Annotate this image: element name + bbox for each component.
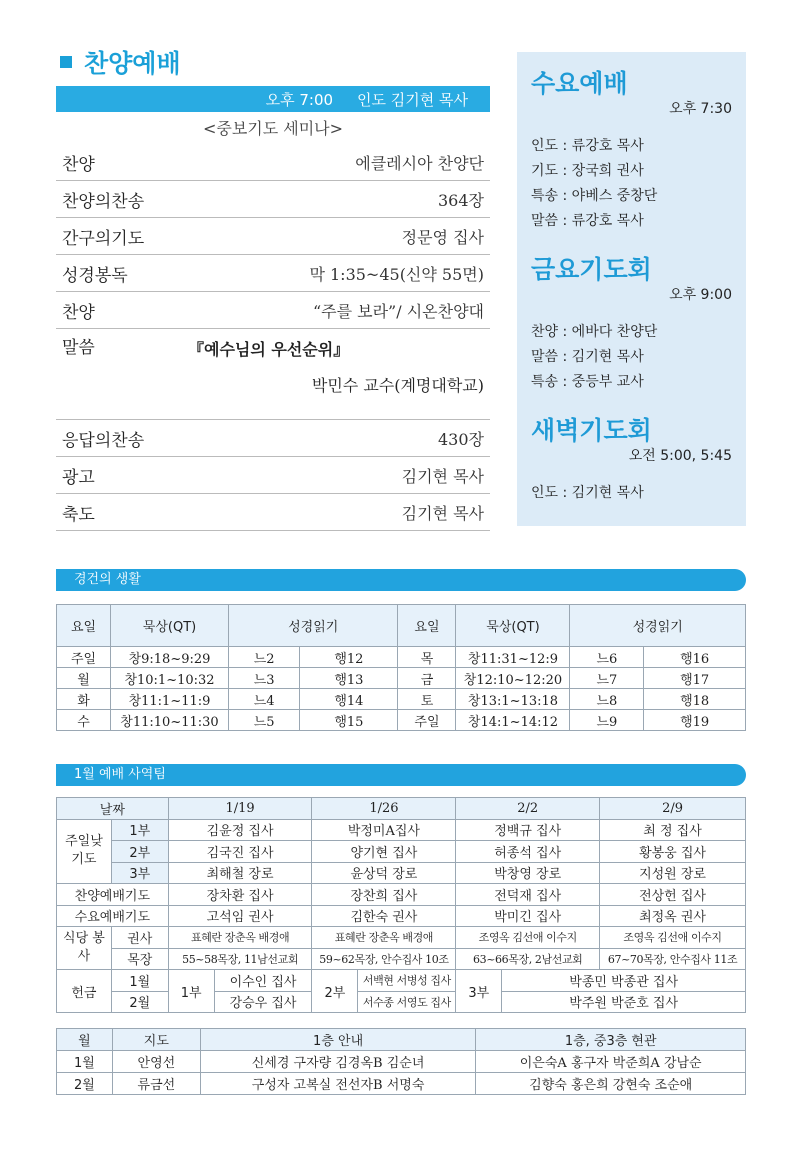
cell: 행12 xyxy=(300,647,398,668)
cell: 주일 xyxy=(398,710,456,731)
order-label: 찬양 xyxy=(62,154,95,175)
order-label: 응답의찬송 xyxy=(62,430,145,451)
cell: 행13 xyxy=(300,668,398,689)
cell: 박창영 장로 xyxy=(456,862,600,884)
table-row xyxy=(57,905,746,927)
sermon-row xyxy=(56,329,490,420)
cell: 김향숙 홍은희 강현숙 조순애 xyxy=(476,1073,746,1095)
column-header: 요일 xyxy=(398,605,456,647)
cell: 창11:10~11:30 xyxy=(111,710,229,731)
table-row xyxy=(57,819,746,841)
dawn-prayer-line: 인도 : 김기현 목사 xyxy=(531,485,644,501)
dawn-prayer-time: 오전 5:00, 5:45 xyxy=(628,448,732,464)
part-label: 목장 xyxy=(111,948,168,970)
cell: 2월 xyxy=(57,1073,113,1095)
worship-time-bar xyxy=(56,86,490,112)
cell: 수 xyxy=(57,710,111,731)
cell: 최정옥 권사 xyxy=(600,905,746,927)
cell: 화 xyxy=(57,689,111,710)
column-header: 월 xyxy=(57,1029,113,1051)
order-row xyxy=(56,420,490,457)
cell: 최해철 장로 xyxy=(168,862,312,884)
cell: 고석임 권사 xyxy=(168,905,312,927)
sermon-speaker: 박민수 교수(계명대학교) xyxy=(311,376,484,395)
cell: 박정미A집사 xyxy=(312,819,456,841)
cell: 창11:31~12:9 xyxy=(456,647,570,668)
column-header: 성경읽기 xyxy=(570,605,746,647)
cell: 주일 xyxy=(57,647,111,668)
guide-table xyxy=(56,1028,746,1095)
column-header: 1층 안내 xyxy=(200,1029,476,1051)
cell: 느4 xyxy=(229,689,300,710)
cell: 월 xyxy=(57,668,111,689)
worship-time: 오후 7:00 xyxy=(265,90,334,109)
cell: 느8 xyxy=(570,689,644,710)
cell: 류금선 xyxy=(112,1073,200,1095)
cell: 67~70목장, 안수집사 11조 xyxy=(600,948,746,970)
table-row xyxy=(57,991,746,1013)
worship-title-text: 찬양예배 xyxy=(84,49,181,78)
cell: 이수인 집사 xyxy=(214,970,312,992)
worship-leader: 인도 김기현 목사 xyxy=(357,90,468,109)
month-label: 1월 xyxy=(111,970,168,992)
column-header: 성경읽기 xyxy=(229,605,398,647)
square-bullet-icon xyxy=(60,56,72,68)
cell: 장찬희 집사 xyxy=(312,884,456,906)
order-row xyxy=(56,255,490,292)
cell: 행15 xyxy=(300,710,398,731)
devotion-table xyxy=(56,604,746,731)
friday-prayer-time: 오후 9:00 xyxy=(669,287,732,303)
order-row xyxy=(56,181,490,218)
cell: 장차환 집사 xyxy=(168,884,312,906)
cell: 55~58목장, 11남선교회 xyxy=(168,948,312,970)
devotion-section-header: 경건의 생활 xyxy=(56,569,746,591)
month-label: 2월 xyxy=(111,991,168,1013)
order-value: 김기현 목사 xyxy=(401,466,484,486)
table-row xyxy=(57,710,746,731)
order-value: 364장 xyxy=(438,190,484,210)
cell: 행18 xyxy=(644,689,746,710)
wednesday-service-line: 기도 : 장국희 권사 xyxy=(531,163,644,179)
order-row xyxy=(56,292,490,329)
cell: 느5 xyxy=(229,710,300,731)
seminar-label: <중보기도 세미나> xyxy=(202,119,344,138)
cell: 박종민 박종관 집사 xyxy=(502,970,746,992)
order-row xyxy=(56,457,490,494)
cell: 신세경 구자량 김경옥B 김순녀 xyxy=(200,1051,476,1073)
order-value: 김기현 목사 xyxy=(401,503,484,523)
ministry-team-table xyxy=(56,797,746,1013)
wednesday-service-line: 특송 : 야베스 중창단 xyxy=(531,188,658,204)
table-row xyxy=(57,841,746,863)
order-label: 간구의기도 xyxy=(62,228,145,249)
cell: 조영옥 김선애 이수지 xyxy=(456,927,600,949)
part-label: 권사 xyxy=(111,927,168,949)
cell: 김한숙 권사 xyxy=(312,905,456,927)
table-header-row xyxy=(57,1029,746,1051)
cell: 표혜란 장춘옥 배경애 xyxy=(312,927,456,949)
cell: 지성원 장로 xyxy=(600,862,746,884)
order-value: 정문영 집사 xyxy=(401,227,484,247)
cell: 전덕재 집사 xyxy=(456,884,600,906)
part-label: 3부 xyxy=(456,970,502,1013)
cell: 느2 xyxy=(229,647,300,668)
cell: 행14 xyxy=(300,689,398,710)
part-label: 1부 xyxy=(111,819,168,841)
table-header-row xyxy=(57,605,746,647)
order-label: 축도 xyxy=(62,504,95,525)
order-row xyxy=(56,494,490,531)
order-label: 성경봉독 xyxy=(62,265,128,286)
column-header: 1층, 중3층 현관 xyxy=(476,1029,746,1051)
table-row xyxy=(57,689,746,710)
friday-prayer-title: 금요기도회 xyxy=(531,255,652,284)
table-row xyxy=(57,1073,746,1095)
part-label: 3부 xyxy=(111,862,168,884)
wednesday-service-time: 오후 7:30 xyxy=(669,101,732,117)
cell: 느9 xyxy=(570,710,644,731)
date-column-header: 날짜 xyxy=(57,798,169,820)
order-value: 막 1:35~45(신약 55면) xyxy=(309,264,484,284)
cell: 김윤정 집사 xyxy=(168,819,312,841)
wednesday-service-title: 수요예배 xyxy=(531,69,628,98)
cell: 금 xyxy=(398,668,456,689)
cell: 행17 xyxy=(644,668,746,689)
table-row xyxy=(57,647,746,668)
order-value: 에클레시아 찬양단 xyxy=(355,153,484,173)
date-header: 2/9 xyxy=(600,798,746,820)
sunday-worship-section xyxy=(56,42,490,531)
order-label: 광고 xyxy=(62,467,95,488)
column-header: 묵상(QT) xyxy=(456,605,570,647)
cell: 표혜란 장춘옥 배경애 xyxy=(168,927,312,949)
order-label: 찬양 xyxy=(62,302,95,323)
part-label: 2부 xyxy=(111,841,168,863)
cell: 박미긴 집사 xyxy=(456,905,600,927)
wednesday-service-line: 말씀 : 류강호 목사 xyxy=(531,213,644,229)
cell: 느3 xyxy=(229,668,300,689)
cell: 조영옥 김선애 이수지 xyxy=(600,927,746,949)
table-row xyxy=(57,970,746,992)
order-value: 430장 xyxy=(438,429,484,449)
sermon-label: 말씀 xyxy=(62,338,95,358)
cell: 서수종 서영도 집사 xyxy=(358,991,456,1013)
part-label: 1부 xyxy=(168,970,214,1013)
order-value: “주를 보라”/ 시온찬양대 xyxy=(312,301,484,321)
row-group-label: 식당 봉사 xyxy=(57,927,112,970)
wednesday-service-line: 인도 : 류강호 목사 xyxy=(531,138,644,154)
table-row xyxy=(57,862,746,884)
cell: 강승우 집사 xyxy=(214,991,312,1013)
row-label: 수요예배기도 xyxy=(57,905,169,927)
cell: 안영선 xyxy=(112,1051,200,1073)
cell: 이은숙A 홍구자 박준희A 강남순 xyxy=(476,1051,746,1073)
sermon-title: 『예수님의 우선순위』 xyxy=(188,340,350,359)
sunday-worship-title xyxy=(56,42,490,82)
dawn-prayer-title: 새벽기도회 xyxy=(531,416,652,445)
order-row xyxy=(56,144,490,181)
cell: 63~66목장, 2남선교회 xyxy=(456,948,600,970)
friday-prayer-line: 찬양 : 에바다 찬양단 xyxy=(531,324,658,340)
cell: 정백규 집사 xyxy=(456,819,600,841)
row-group-label: 헌금 xyxy=(57,970,112,1013)
friday-prayer-line: 말씀 : 김기현 목사 xyxy=(531,349,644,365)
cell: 박주원 박준호 집사 xyxy=(502,991,746,1013)
cell: 행19 xyxy=(644,710,746,731)
cell: 목 xyxy=(398,647,456,668)
cell: 창11:1~11:9 xyxy=(111,689,229,710)
cell: 서백현 서병성 집사 xyxy=(358,970,456,992)
friday-prayer-line: 특송 : 중등부 교사 xyxy=(531,374,644,390)
cell: 행16 xyxy=(644,647,746,668)
date-header: 1/26 xyxy=(312,798,456,820)
table-row xyxy=(57,927,746,949)
cell: 허종석 집사 xyxy=(456,841,600,863)
table-row xyxy=(57,668,746,689)
cell: 전상헌 집사 xyxy=(600,884,746,906)
cell: 창12:10~12:20 xyxy=(456,668,570,689)
row-label: 찬양예배기도 xyxy=(57,884,169,906)
cell: 윤상덕 장로 xyxy=(312,862,456,884)
cell: 창13:1~13:18 xyxy=(456,689,570,710)
cell: 최 정 집사 xyxy=(600,819,746,841)
column-header: 지도 xyxy=(112,1029,200,1051)
cell: 창14:1~14:12 xyxy=(456,710,570,731)
cell: 김국진 집사 xyxy=(168,841,312,863)
date-header: 1/19 xyxy=(168,798,312,820)
table-row xyxy=(57,948,746,970)
cell: 창10:1~10:32 xyxy=(111,668,229,689)
column-header: 요일 xyxy=(57,605,111,647)
cell: 1월 xyxy=(57,1051,113,1073)
weekday-services-panel xyxy=(517,52,746,526)
cell: 느7 xyxy=(570,668,644,689)
cell: 토 xyxy=(398,689,456,710)
cell: 구성자 고복실 전선자B 서명숙 xyxy=(200,1073,476,1095)
cell: 느6 xyxy=(570,647,644,668)
cell: 창9:18~9:29 xyxy=(111,647,229,668)
cell: 양기현 집사 xyxy=(312,841,456,863)
cell: 59~62목장, 안수집사 10조 xyxy=(312,948,456,970)
table-row xyxy=(57,1051,746,1073)
order-row xyxy=(56,218,490,255)
table-header-row xyxy=(57,798,746,820)
part-label: 2부 xyxy=(312,970,358,1013)
ministry-team-section-header: 1월 예배 사역팀 xyxy=(56,764,746,786)
row-group-label: 주일낮 기도 xyxy=(57,819,112,884)
table-row xyxy=(57,884,746,906)
column-header: 묵상(QT) xyxy=(111,605,229,647)
cell: 황봉웅 집사 xyxy=(600,841,746,863)
date-header: 2/2 xyxy=(456,798,600,820)
order-label: 찬양의찬송 xyxy=(62,191,145,212)
